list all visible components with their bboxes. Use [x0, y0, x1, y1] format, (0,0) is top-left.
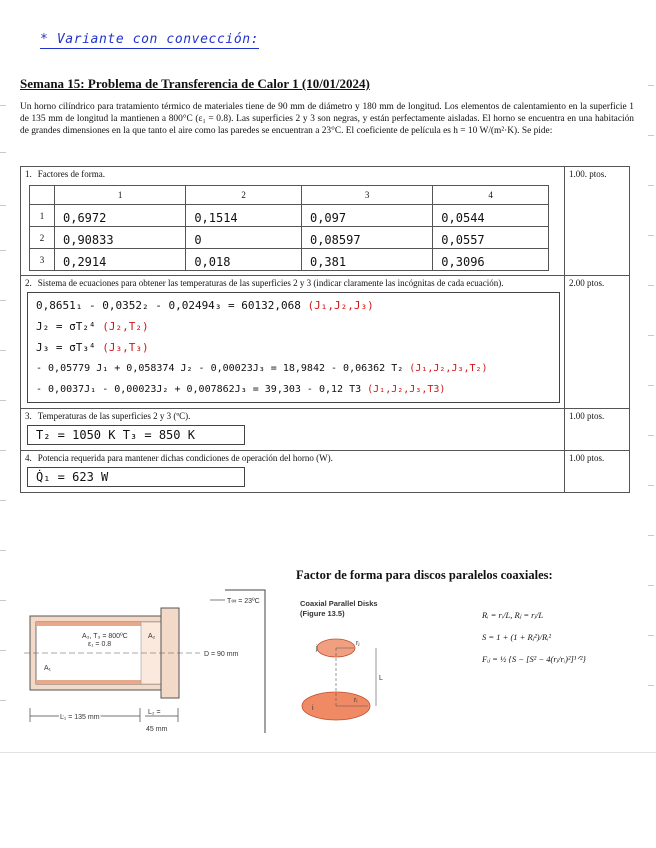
l2-value: 45 mm: [146, 726, 168, 733]
temperatures-answer-box: [27, 425, 245, 445]
equation-text: 0,8651₁ - 0,0352₂ - 0,02494₃ = 60132,068: [36, 299, 301, 312]
coaxial-disks-diagram: [296, 598, 406, 738]
equation-unknowns: (J₁,J₂,J₃): [307, 299, 374, 312]
ri-label: rᵢ: [354, 697, 358, 704]
formula-fij: Fᵢⱼ = ½ {S − [S² − 4(rⱼ/rᵢ)²]¹ᐟ²}: [482, 654, 586, 664]
row-header: 2: [30, 227, 55, 249]
heater-strip-bottom: [36, 680, 141, 684]
emissivity-label: ε₁ = 0.8: [88, 641, 112, 648]
question-1-number: 1.: [25, 169, 32, 179]
equation-line: [36, 337, 551, 358]
view-factor-table: [29, 185, 549, 271]
corner-cell: [30, 186, 55, 205]
value-cell: 0,08597: [301, 227, 432, 249]
equation-unknowns: (J₂,T₂): [102, 320, 149, 333]
temperatures-answer: T₂ = 1050 K T₃ = 850 K: [36, 428, 195, 442]
question-2-row: [21, 276, 630, 409]
value-cell: 0,0557: [433, 227, 549, 249]
figure-heading: Factor de forma para discos paralelos coaxiales:: [296, 568, 553, 582]
equation-text: J₃ = σT₃⁴: [36, 341, 96, 354]
page-title: Semana 15: Problema de Transferencia de Calor 1 (10/01/2024): [20, 76, 370, 91]
question-3-number: 3.: [25, 411, 32, 421]
value-cell: 0: [186, 227, 302, 249]
room-wall: [225, 590, 265, 733]
disks-title: Coaxial Parallel Disks: [300, 599, 378, 608]
equation-line: [36, 295, 551, 316]
question-4-number: 4.: [25, 453, 32, 463]
view-factor-header-row: [30, 186, 549, 205]
question-2-points: 2.00 ptos.: [565, 276, 630, 409]
equation-text: - 0,0037J₁ - 0,00023J₂ + 0,007862J₃ = 39,303 - 0,12 T3: [36, 384, 362, 395]
question-3-row: [21, 409, 630, 451]
question-3-points: 1.00 ptos.: [565, 409, 630, 451]
equation-text: - 0,05779 J₁ + 0,058374 J₂ - 0,00023J₃ = 18,9842 - 0,06362 T₂: [36, 363, 404, 374]
equation-line: [36, 358, 551, 379]
furnace-diagram: [20, 588, 270, 738]
disks-figure-ref: (Figure 13.5): [300, 609, 345, 618]
value-cell: 0,6972: [55, 205, 186, 227]
disk-i-label: i: [312, 705, 314, 712]
question-2-label: Sistema de ecuaciones para obtener las temperaturas de las superficies 2 y 3 (indicar claramente las incógnitas de cada ecuación).: [37, 278, 504, 288]
column-header: 2: [186, 186, 302, 205]
value-cell: 0,381: [301, 249, 432, 271]
diameter-label: D = 90 mm: [204, 651, 239, 658]
questions-table: [20, 166, 630, 493]
equation-unknowns: (J₁,J₂,J₃,T3): [367, 384, 446, 395]
equation-line: [36, 316, 551, 337]
t-inf-label: T∞ = 23ºC: [227, 598, 260, 605]
power-answer: Q̇₁ = 623 W: [36, 470, 109, 484]
column-header: 3: [301, 186, 432, 205]
handwritten-banner: * Variante con convección:: [40, 32, 260, 47]
right-margin-ticks: [648, 0, 656, 848]
question-4-points: 1.00 ptos.: [565, 451, 630, 493]
column-header: 1: [55, 186, 186, 205]
question-4-label: Potencia requerida para mantener dichas condiciones de operación del horno (W).: [37, 453, 333, 463]
formula-radii: Rᵢ = rᵢ/L, Rⱼ = rⱼ/L: [482, 610, 544, 620]
heater-strip-top: [36, 622, 141, 626]
value-cell: 0,2914: [55, 249, 186, 271]
a3-label: A₃, T₃ = 800ºC: [82, 633, 128, 640]
question-2-number: 2.: [25, 278, 32, 288]
value-cell: 0,90833: [55, 227, 186, 249]
row-header: 1: [30, 205, 55, 227]
a1-label: A₁: [44, 665, 52, 672]
equation-line: [36, 379, 551, 400]
question-1-row: [21, 167, 630, 276]
value-cell: 0,3096: [433, 249, 549, 271]
view-factor-formulas: [482, 604, 586, 670]
table-row: [30, 227, 549, 249]
equation-text: J₂ = σT₂⁴: [36, 320, 96, 333]
equation-unknowns: (J₁,J₂,J₃,T₂): [409, 363, 488, 374]
l1-label: L₁ = 135 mm: [60, 714, 100, 721]
l-label: L: [379, 675, 383, 682]
a2-label: A₂: [148, 633, 156, 640]
rj-label: rⱼ: [356, 640, 360, 647]
equations-answer-box: [27, 292, 560, 403]
value-cell: 0,1514: [186, 205, 302, 227]
disk-j-label: j: [316, 645, 318, 652]
value-cell: 0,097: [301, 205, 432, 227]
l2-label: L₂ =: [148, 709, 161, 716]
equation-unknowns: (J₃,T₃): [102, 341, 149, 354]
value-cell: 0,0544: [433, 205, 549, 227]
formula-s: S = 1 + (1 + Rⱼ²)/Rᵢ²: [482, 632, 552, 642]
row-header: 3: [30, 249, 55, 271]
column-header: 4: [433, 186, 549, 205]
page-divider: [0, 752, 656, 753]
question-1-label: Factores de forma.: [37, 169, 105, 179]
power-answer-box: [27, 467, 245, 487]
question-4-row: [21, 451, 630, 493]
table-row: [30, 205, 549, 227]
problem-statement: Un horno cilíndrico para tratamiento térmico de materiales tiene de 90 mm de diámetro y 180 mm de longitud. Los elementos de calentamiento en la superficie 1 de 135 mm de longitud la mantienen a 800°C (ε₁ = 0.8). Las superficies 2 y 3 son negras, y están perfectamente aisladas. El horno se encuentra en una habitación de grandes dimensiones en la que tanto el aire como las paredes se encuentran a 23°C. El coeficiente de película es h = 10 W/(m²·K). Se pide:: [20, 102, 634, 136]
value-cell: 0,018: [186, 249, 302, 271]
question-1-points: 1.00. ptos.: [565, 167, 630, 276]
table-row: [30, 249, 549, 271]
question-3-label: Temperaturas de las superficies 2 y 3 (ºC).: [37, 411, 191, 421]
left-margin-ticks: [0, 0, 8, 848]
